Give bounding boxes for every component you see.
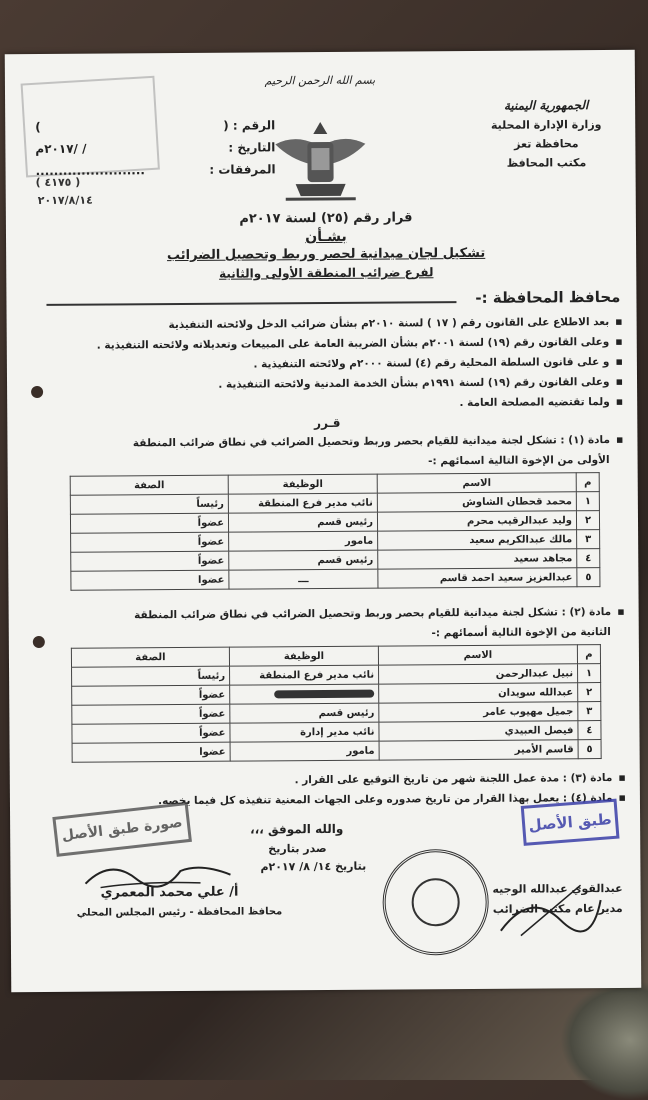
number-label: الرقم : ( xyxy=(223,118,276,133)
redacted-cell xyxy=(230,684,379,704)
preamble-item: ▪وعلى القانون رقم (١٩) لسنة ١٩٩١م بشأن الخدمة المدنية ولائحته التنفيذية . xyxy=(218,374,624,391)
table-row: ٢ عبدالله سويدان عضواً xyxy=(72,683,601,706)
table-row: ٥ عبدالعزيز سعيد احمد قاسم ـــ عضوا xyxy=(71,568,600,591)
table-row: ٣ مالك عبدالكريم سعيد مامور عضواً xyxy=(71,530,600,553)
col-num: م xyxy=(576,473,599,492)
table-row: ٤ مجاهد سعيد رئيس قسم عضواً xyxy=(71,549,600,572)
committee-1-table xyxy=(70,472,601,591)
incoming-stamp-date: ٢٠١٧/٨/١٤ xyxy=(37,193,93,207)
article-2: ▪مادة (٢) : تشكل لجنة ميدانية للقيام بحصر وربط وتحصيل الضرائب في نطاق ضرائب المنطقة الثانية من الإخوة التالية أسمائهم :- xyxy=(45,602,625,646)
incoming-stamp-number: ( ٤١٧٥ ) xyxy=(35,175,81,189)
governor-title: محافظ المحافظة - رئيس المجلس المحلي xyxy=(76,906,283,919)
decision-subject: تشكيل لجان ميدانية لحصر وربط وتحصيل الضرائب xyxy=(166,245,486,264)
issued-label: صدر بتاريخ xyxy=(268,841,327,856)
bismillah: بسم الله الرحمن الرحيم xyxy=(264,73,376,88)
article-1-text: مادة (١) : تشكل لجنة ميدانية للقيام بحصر وربط وتحصيل الضرائب في نطاق ضرائب المنطقة xyxy=(132,433,611,450)
preamble-item: ▪بعد الاطلاع على القانون رقم ( ١٧ ) لسنة ٢٠١٠م بشأن ضرائب الدخل ولائحته التنفيذية xyxy=(168,314,623,332)
col-job: الوظيفة xyxy=(228,474,377,494)
table-row: ١ محمد قحطان الشاوش نائب مدير فرع المنطقة رئيساً xyxy=(70,492,599,515)
reference-block xyxy=(35,114,275,182)
office-name: مكتب المحافظ xyxy=(506,156,587,170)
governor-name: أ/ علي محمد المعمري xyxy=(100,884,239,901)
decision-title xyxy=(166,209,486,283)
governorate-name: محافظة تعز xyxy=(514,137,579,151)
col-role: الصفة xyxy=(70,475,228,495)
ministry-name: وزارة الإدارة المحلية xyxy=(490,118,602,132)
col-num: م xyxy=(577,645,600,664)
ministry-header xyxy=(471,96,622,173)
background-gravel xyxy=(560,980,648,1100)
punch-hole xyxy=(33,636,45,648)
tax-director-title: مدير عام مكتب الضرائب xyxy=(492,901,623,916)
eagle-emblem-icon xyxy=(265,114,376,215)
article-2-continuation: الثانية من الإخوة التالية أسمائهم :- xyxy=(431,625,611,640)
article-3-4: ▪مادة (٣) : مدة عمل اللجنة شهر من تاريخ التوقيع على القرار . ▪مادة (٤) : يعمل بهذا القرار من تاريخ صدوره وعلى الجهات المعنية تنفيذه كل فيما يخصه. xyxy=(158,770,626,808)
committee-2-table xyxy=(71,644,602,763)
true-copy-stamp: طبق الأصل xyxy=(521,799,620,846)
number-close: ) xyxy=(35,119,41,134)
col-job: الوظيفة xyxy=(229,646,378,666)
article-1-continuation: الأولى من الإخوة التالية اسمائهم :- xyxy=(428,453,610,468)
table-row: ٥ قاسم الأمير مامور عضوا xyxy=(72,740,601,763)
closing-phrase: والله الموفق ،،، xyxy=(250,821,344,837)
col-role: الصفة xyxy=(71,647,229,667)
heading-rule xyxy=(46,301,456,306)
preamble-list xyxy=(43,312,624,416)
col-name: الاسم xyxy=(377,473,576,493)
date-value: / /٢٠١٧م xyxy=(35,141,87,156)
preamble-item: ▪و على قانون السلطة المحلية رقم (٤) لسنة ٢٠٠٠م ولائحته التنفيذية . xyxy=(253,354,623,371)
issued-date: بتاريخ ١٤/ ٨/ ٢٠١٧م xyxy=(260,859,367,874)
attachments-label: المرفقات : xyxy=(209,162,276,177)
republic-name: الجمهورية اليمنية xyxy=(503,98,589,113)
decision-branch: لفرع ضرائب المنطقة الأولى والثانية xyxy=(219,265,434,281)
regarding-label: بشـأن xyxy=(305,228,347,246)
preamble-item: ▪وعلى القانون رقم (١٩) لسنة ٢٠٠١م بشأن الضريبة العامة على المبيعات وتعديلاته ولائحته التنفيذية . xyxy=(96,334,623,352)
preamble-item: ▪ولما تقتضيه المصلحة العامة . xyxy=(459,394,624,410)
attachments-value: ........................ xyxy=(35,163,146,178)
article-2-text: مادة (٢) : تشكل لجنة ميدانية للقيام بحصر وربط وتحصيل الضرائب في نطاق ضرائب المنطقة xyxy=(134,605,612,622)
article-3: مادة (٣) : مدة عمل اللجنة شهر من تاريخ التوقيع على القرار . xyxy=(294,771,613,787)
governor-heading: محافظ المحافظة :- xyxy=(475,287,621,307)
document-page xyxy=(5,50,642,992)
table-row: ١ نبيل عبدالرحمن نائب مدير فرع المنطقة رئيساً xyxy=(72,664,601,687)
official-seal xyxy=(382,849,489,956)
tax-director-name: عبدالقوي عبدالله الوجيه xyxy=(492,881,623,896)
table-row: ٢ وليد عبدالرقيب محرم رئيس قسم عضواً xyxy=(70,511,599,534)
date-label: التاريخ : xyxy=(228,140,276,155)
certified-copy-stamp: صورة طبق الأصل xyxy=(52,802,192,857)
punch-hole xyxy=(31,386,43,398)
article-1: ▪مادة (١) : تشكل لجنة ميدانية للقيام بحصر وربط وتحصيل الضرائب في نطاق ضرائب المنطقة الأولى من الإخوة التالية اسمائهم :- xyxy=(43,430,623,474)
decision-number: قرار رقم (٢٥) لسنة ٢٠١٧م xyxy=(239,210,413,227)
table-row: ٣ جميل مهيوب عامر رئيس قسم عضواً xyxy=(72,702,601,725)
article-4: مادة (٤) : يعمل بهذا القرار من تاريخ صدوره وعلى الجهات المعنية تنفيذه كل فيما يخصه. xyxy=(158,791,613,808)
table-row: ٤ فيصل العبيدي نائب مدير إدارة عضواً xyxy=(72,721,601,744)
decided-label: قـرر xyxy=(314,415,341,431)
col-name: الاسم xyxy=(378,645,577,665)
